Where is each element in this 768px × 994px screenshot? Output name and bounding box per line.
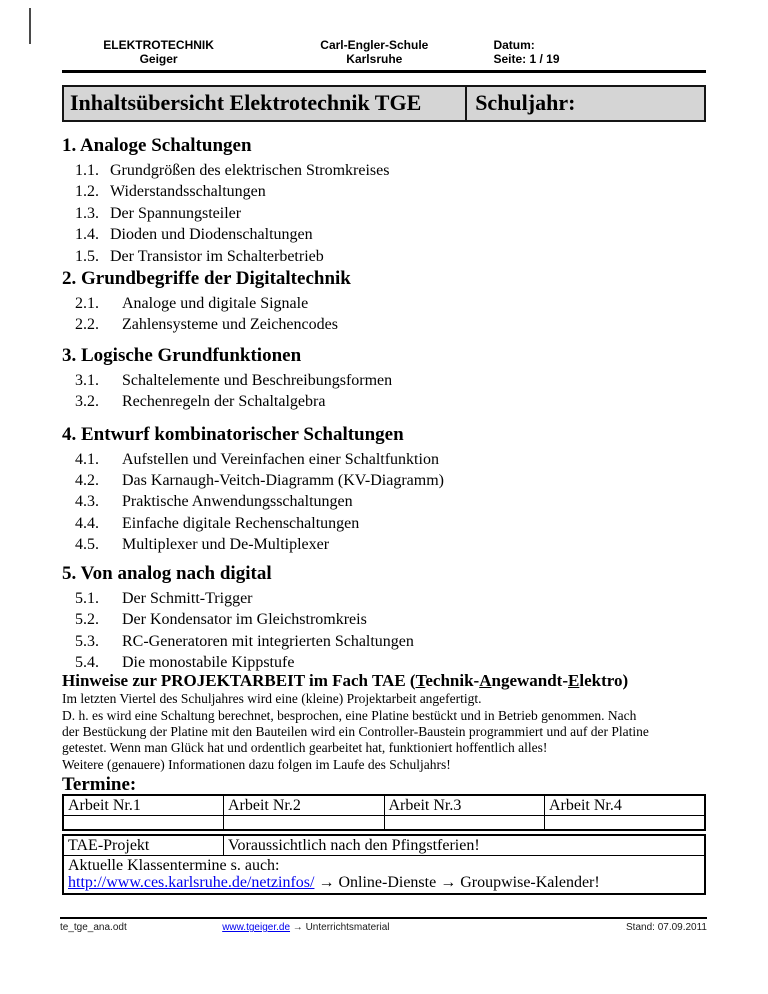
toc-item [62, 391, 706, 412]
toc-item-text: Dioden und Diodenschaltungen [110, 226, 313, 244]
toc-item [62, 293, 706, 314]
toc-item-text: Zahlensysteme und Zeichencodes [122, 316, 338, 334]
toc-item-text: Analoge und digitale Signale [122, 295, 309, 313]
header-left [62, 38, 255, 66]
empty-cell [384, 815, 545, 830]
termine-col-3: Arbeit Nr.3 [384, 795, 545, 816]
projekt-tae-e-rest: lektro [579, 671, 623, 691]
section-list-5 [62, 588, 706, 674]
toc-item-number: 1.3. [75, 204, 99, 222]
toc-item-number: 2.1. [75, 295, 99, 313]
tae-row [63, 835, 705, 856]
footer-stand: Stand: 07.09.2011 [626, 922, 707, 933]
empty-cell [63, 815, 224, 830]
projekt-tae-e: E [568, 671, 580, 691]
termine-empty-row [63, 815, 705, 830]
footer-center [202, 922, 409, 934]
tae-value-cell: Voraussichtlich nach den Pfingstferien! [224, 835, 706, 856]
projekt-line: Weitere (genauere) Informationen dazu folgen im Laufe des Schuljahrs! [62, 756, 451, 772]
toc-item-text: Rechenregeln der Schaltalgebra [122, 393, 326, 411]
projekt-heading [62, 670, 706, 691]
termine-col-4: Arbeit Nr.4 [545, 795, 706, 816]
toc-item-number: 1.2. [75, 183, 99, 201]
header-school: Carl-Engler-Schule [320, 38, 429, 52]
toc-item-number: 1.1. [75, 162, 99, 179]
toc-item [62, 534, 706, 555]
toc-item [62, 470, 706, 491]
termine-col-2: Arbeit Nr.2 [224, 795, 385, 816]
toc-item-number: 5.3. [75, 632, 99, 650]
toc-item-text: Schaltelemente und Beschreibungsformen [122, 371, 393, 389]
projekt-heading-suffix: ) [622, 671, 629, 691]
toc-item-number: 4.5. [75, 536, 99, 554]
termine-heading: Termine: [62, 773, 137, 795]
klassentermine-cell [63, 856, 705, 895]
section-heading-5: 5. Von analog nach digital [62, 562, 272, 584]
netzinfos-link[interactable]: http://www.ces.karlsruhe.de/netzinfos/ [68, 874, 315, 892]
header-city: Karlsruhe [346, 52, 403, 66]
toc-item-number: 4.3. [75, 493, 99, 511]
document-body [62, 134, 706, 895]
projekt-tae-t-rest: echnik- [425, 671, 480, 691]
schuljahr-label: Schuljahr: [475, 90, 576, 115]
toc-item [62, 181, 706, 202]
header-right [493, 38, 706, 66]
projekt-tae-t: T [415, 671, 426, 691]
toc-item-text: Das Karnaugh-Veitch-Diagramm (KV-Diagramm) [122, 472, 444, 490]
toc-item [62, 246, 706, 267]
toc-item-text: Grundgrößen des elektrischen Stromkreises [110, 162, 390, 179]
toc-item-number: 5.4. [75, 653, 99, 671]
toc-item-text: Der Transistor im Schalterbetrieb [110, 247, 324, 265]
empty-cell [224, 815, 385, 830]
projekt-paragraph [62, 691, 706, 772]
page-title: Inhaltsübersicht Elektrotechnik TGE [64, 87, 467, 120]
header-org: ELEKTROTECHNIK [103, 38, 214, 52]
section-heading-3: 3. Logische Grundfunktionen [62, 344, 302, 366]
toc-item [62, 449, 706, 470]
tae-table [62, 834, 706, 895]
klassentermine-link-suffix: → Online-Dienste → Groupwise-Kalender! [314, 874, 600, 892]
title-bar [62, 85, 706, 122]
projekt-line: Im letzten Viertel des Schuljahres wird eine (kleine) Projektarbeit angefertigt. [62, 691, 482, 707]
klassentermine-text: Aktuelle Klassentermine s. auch: [68, 857, 280, 875]
toc-item-number: 4.2. [75, 472, 99, 490]
toc-item-number: 2.2. [75, 316, 99, 334]
termine-table [62, 794, 706, 832]
toc-item [62, 203, 706, 224]
klassentermine-link-line [68, 874, 700, 891]
page-footer [60, 917, 707, 934]
empty-cell [545, 815, 706, 830]
section-list-1 [62, 160, 706, 267]
toc-item-text: Aufstellen und Vereinfachen einer Schaltfunktion [122, 450, 439, 468]
projekt-line: D. h. es wird eine Schaltung berechnet, besprochen, eine Platine bestückt und in Betrieb genommen. Nach [62, 707, 637, 723]
toc-item [62, 160, 706, 181]
toc-item-number: 3.2. [75, 393, 99, 411]
toc-item [62, 609, 706, 630]
toc-item-text: Einfache digitale Rechenschaltungen [122, 514, 360, 532]
toc-item [62, 631, 706, 652]
toc-item-text: Der Spannungsteiler [110, 204, 242, 222]
toc-item [62, 370, 706, 391]
toc-item-text: Die monostabile Kippstufe [122, 653, 295, 671]
toc-item [62, 491, 706, 512]
toc-item-text: Der Kondensator im Gleichstromkreis [122, 611, 367, 629]
scan-artifact-line [29, 8, 31, 44]
section-list-4 [62, 449, 706, 556]
header-date-label: Datum: [493, 38, 535, 52]
toc-item [62, 513, 706, 534]
footer-filename: te_tge_ana.odt [60, 922, 127, 933]
tgeiger-link[interactable]: www.tgeiger.de [222, 922, 291, 933]
section-heading-2: 2. Grundbegriffe der Digitaltechnik [62, 268, 351, 290]
toc-item-text: RC-Generatoren mit integrierten Schaltungen [122, 632, 414, 650]
toc-item-text: Der Schmitt-Trigger [122, 589, 253, 607]
page-header [62, 38, 706, 73]
section-heading-1: 1. Analoge Schaltungen [62, 135, 252, 156]
klassentermine-row [63, 856, 705, 895]
toc-item-number: 4.4. [75, 514, 99, 532]
tae-label-cell: TAE-Projekt [63, 835, 224, 856]
projekt-tae-a: A [479, 671, 492, 691]
toc-item-number: 3.1. [75, 371, 99, 389]
header-page-label: Seite: 1 / 19 [493, 52, 560, 66]
projekt-heading-prefix: Hinweise zur PROJEKTARBEIT im Fach TAE ( [62, 671, 416, 691]
toc-item-text: Multiplexer und De-Multiplexer [122, 536, 330, 554]
toc-item-number: 1.5. [75, 247, 99, 265]
toc-item-text: Widerstandsschaltungen [110, 183, 266, 201]
termine-col-1: Arbeit Nr.1 [63, 795, 224, 816]
toc-item [62, 314, 706, 335]
toc-item-number: 4.1. [75, 450, 99, 468]
projekt-line: getestet. Wenn man Glück hat und ordentlich gearbeitet hat, funktioniert hoffentlich alles! [62, 740, 548, 756]
toc-item [62, 588, 706, 609]
toc-item-text: Praktische Anwendungsschaltungen [122, 493, 353, 511]
termine-header-row [63, 795, 705, 816]
section-list-3 [62, 370, 706, 413]
toc-item [62, 224, 706, 245]
section-list-2 [62, 293, 706, 336]
header-author: Geiger [139, 52, 178, 66]
projekt-line: der Bestückung der Platine mit den Bauteilen wird ein Controller-Baustein programmiert und auf der Platine [62, 723, 649, 739]
toc-item-number: 1.4. [75, 226, 99, 244]
toc-item-number: 5.1. [75, 589, 99, 607]
section-heading-4: 4. Entwurf kombinatorischer Schaltungen [62, 423, 404, 445]
header-center [255, 38, 493, 66]
footer-link-suffix: → Unterrichtsmaterial [290, 922, 390, 933]
projekt-tae-a-rest: ngewandt- [491, 671, 568, 691]
toc-item-number: 5.2. [75, 611, 99, 629]
